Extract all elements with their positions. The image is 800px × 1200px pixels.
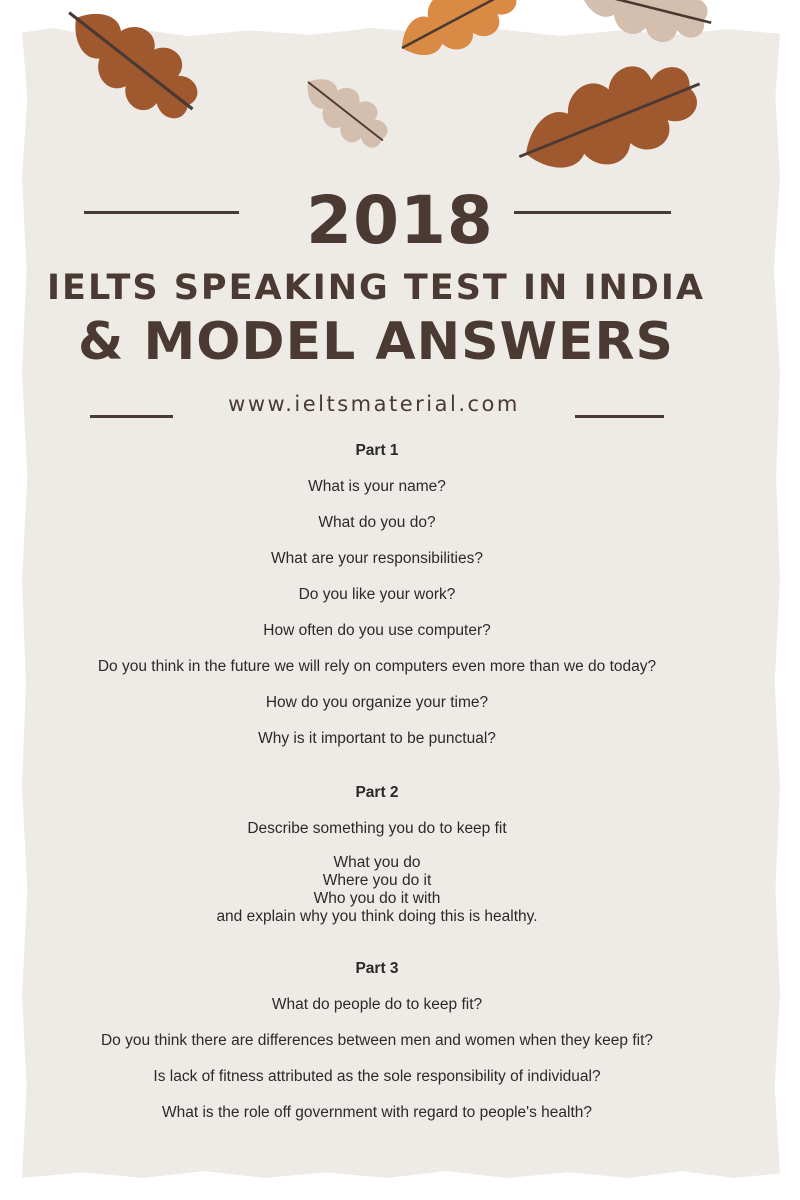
part3-title: Part 3 xyxy=(355,960,399,977)
question-item: Do you think there are differences between men and women when they keep fit? xyxy=(100,1032,654,1049)
year-heading: 2018 xyxy=(306,182,494,259)
part1-section xyxy=(0,440,754,750)
part2-section xyxy=(0,782,754,926)
question-item: Is lack of fitness attributed as the sole responsibility of individual? xyxy=(153,1068,601,1085)
title-line-2: & MODEL ANSWERS xyxy=(78,312,674,372)
question-item: What are your responsibilities? xyxy=(271,550,483,567)
oak-leaf-icon xyxy=(580,0,730,50)
question-item: What is your name? xyxy=(308,478,446,495)
part2-title: Part 2 xyxy=(355,784,399,801)
oak-leaf-icon xyxy=(48,0,228,150)
question-item: Why is it important to be punctual? xyxy=(258,730,496,747)
question-item: What is the role off government with regard to people's health? xyxy=(161,1104,593,1121)
cue-item: Where you do it xyxy=(322,872,432,889)
question-item: How do you organize your time? xyxy=(265,694,489,711)
question-item: What do people do to keep fit? xyxy=(271,996,483,1013)
questions-content xyxy=(0,440,754,1124)
question-item: Do you think in the future we will rely on computers even more than we do today? xyxy=(97,658,657,675)
question-item: How often do you use computer? xyxy=(263,622,491,639)
cue-item: Who you do it with xyxy=(313,890,441,907)
cue-item: and explain why you think doing this is healthy. xyxy=(216,908,538,925)
cue-item: What you do xyxy=(333,854,421,871)
cue-card-prompt: Describe something you do to keep fit xyxy=(247,820,507,837)
oak-leaf-icon xyxy=(296,66,406,166)
part1-title: Part 1 xyxy=(355,442,399,459)
title-line-1: IELTS SPEAKING TEST IN INDIA xyxy=(47,268,705,308)
question-item: What do you do? xyxy=(318,514,436,531)
question-item: Do you like your work? xyxy=(298,586,456,603)
part3-section xyxy=(0,958,754,1124)
cue-list xyxy=(0,854,754,926)
website-url: www.ieltsmaterial.com xyxy=(228,392,520,416)
oak-leaf-icon xyxy=(516,62,732,178)
oak-leaf-icon xyxy=(392,0,532,64)
